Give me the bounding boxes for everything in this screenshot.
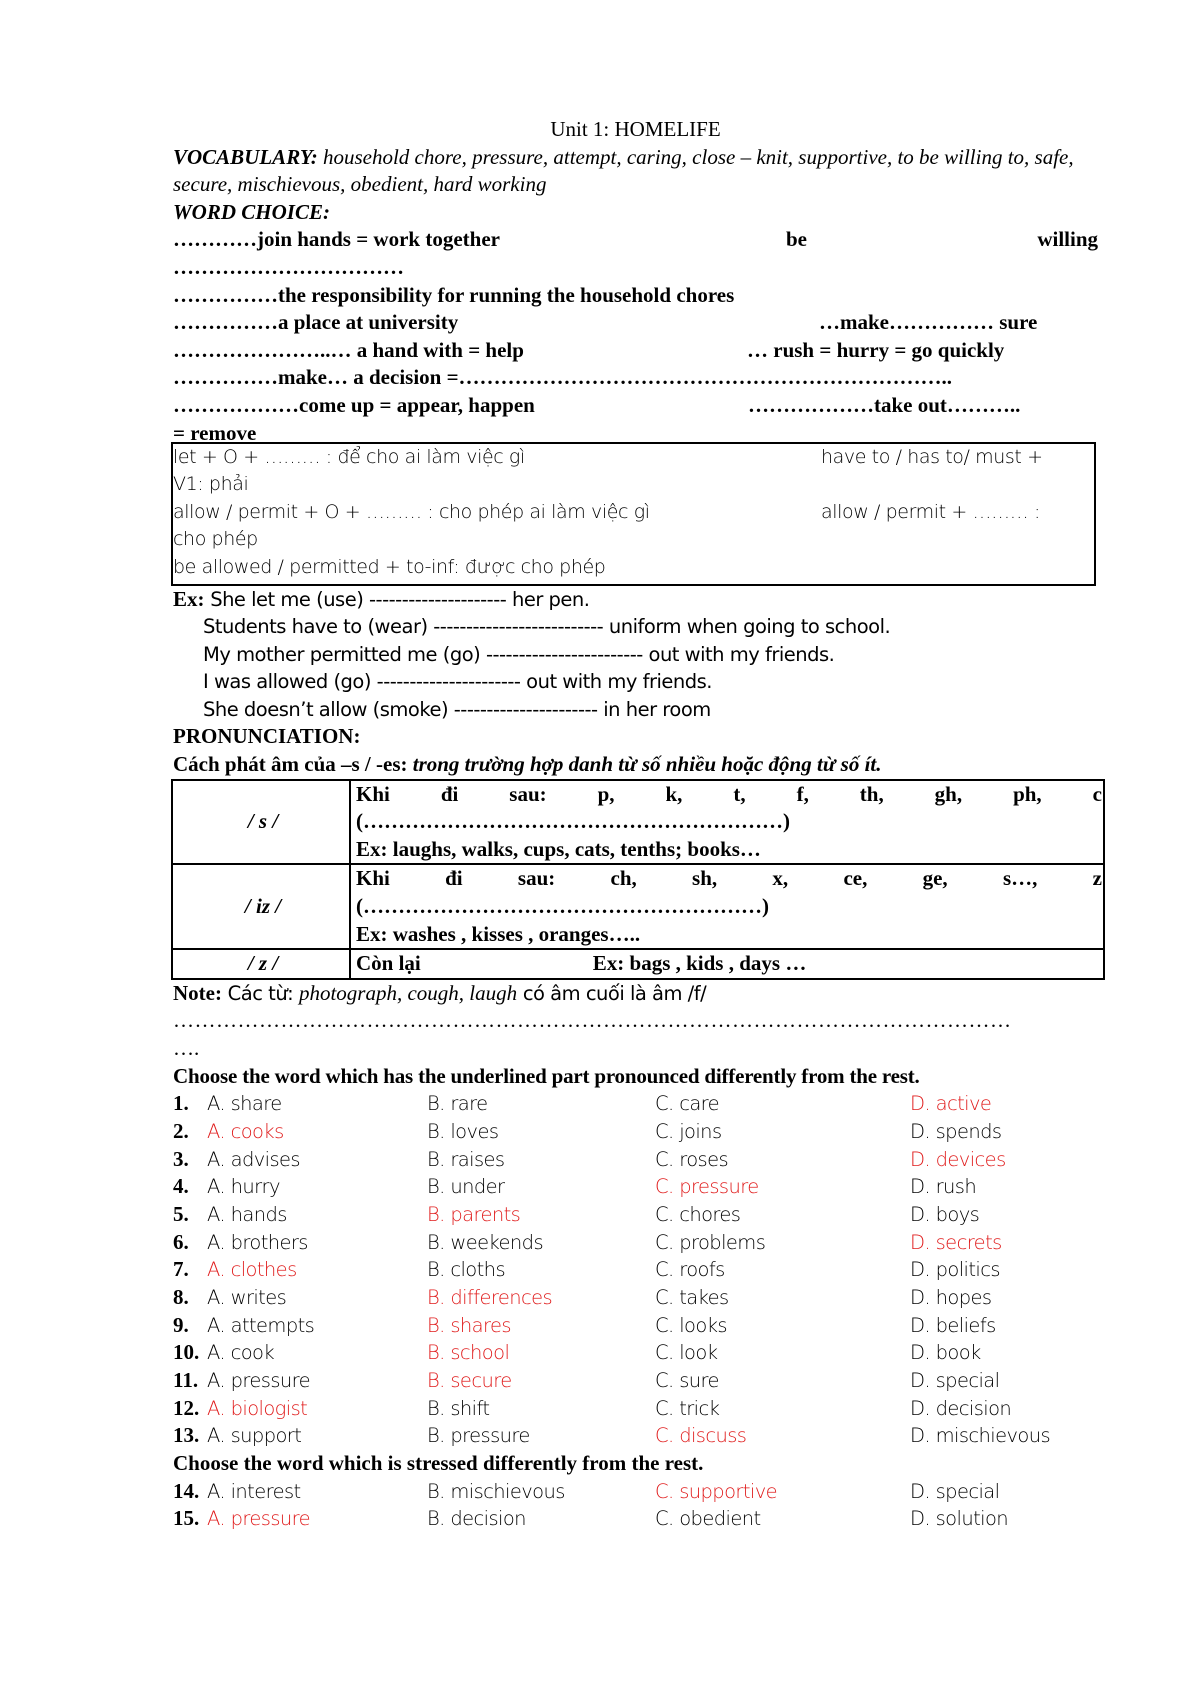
section2-heading: Choose the word which is stressed differently from the rest. [173,1451,704,1476]
pron-rule-words: Khi đi sau: p, k, t, f, th, gh, ph, c [356,781,1102,806]
pron-example: Ex: laughs, walks, cups, cats, tenths; books… [356,836,761,861]
pronunciation-intro: Cách phát âm của –s / -es: trong trường hợp danh từ số nhiều hoặc động từ số ít. [173,752,882,777]
option-b: B. weekends [427,1230,543,1254]
option-c: C. look [655,1341,718,1365]
word-choice-line: …………………………… [173,254,404,279]
option-d: D. beliefs [910,1313,996,1337]
question-number: 3. [173,1146,189,1171]
option-c: C. discuss [655,1424,747,1448]
option-c: C. trick [655,1396,720,1420]
question-number: 6. [173,1229,189,1254]
section1-questions [173,1090,1098,1450]
option-b: B. school [427,1341,510,1365]
option-d: D. active [910,1092,992,1116]
question-number: 11. [173,1368,199,1393]
option-d: D. solution [910,1507,1009,1531]
option-d: D. decision [910,1396,1012,1420]
example-line: She doesn’t allow (smoke) ---------------------- in her room [203,697,711,721]
question-number: 13. [173,1423,200,1448]
option-c: C. care [655,1092,720,1116]
option-d: D. devices [910,1147,1006,1171]
option-a: A. brothers [207,1230,308,1254]
question-number: 10. [173,1340,200,1365]
section1-heading: Choose the word which has the underlined part pronounced differently from the rest. [173,1063,920,1088]
word-choice-line: ………………come up = appear, happen ………………take out……….. [173,392,1021,417]
question-row [173,1256,1098,1284]
option-d: D. politics [910,1258,1000,1282]
pron-row-z [172,949,1104,979]
grammar-line: be allowed / permitted + to-inf: được cho phép [173,555,606,578]
option-c: C. chores [655,1202,741,1226]
option-a: A. share [207,1092,282,1116]
word-choice-line: …………join hands = work together be willing [173,227,1098,252]
option-c: C. joins [655,1119,722,1143]
question-number: 14. [173,1478,200,1503]
option-b: B. shares [427,1313,511,1337]
vocabulary-label: VOCABULARY: [173,144,318,169]
word-choice-line: …………………..… a hand with = help … rush = hurry = go quickly [173,337,1005,362]
question-row [173,1312,1098,1340]
word-choice-line: ……………make… a decision =…………………………………………………………….. [173,365,953,390]
pron-rule-words: Khi đi sau: ch, sh, x, ce, ge, s…, z [356,866,1102,891]
example-line: Ex: She let me (use) --------------------- her pen. [173,586,590,611]
option-c: C. problems [655,1230,766,1254]
grammar-line: let + O + ……… : để cho ai làm việc gì have to / has to/ must + [173,445,1043,468]
option-b: B. rare [427,1092,488,1116]
option-d: D. boys [910,1202,980,1226]
pron-rule: Khi đi sau: ch, sh, x, ce, ge, s…, z (…………………………………………………) Ex: washes , kisses , oranges….. [350,864,1104,949]
question-number: 8. [173,1285,189,1309]
question-row [173,1118,1098,1146]
pronunciation-table [171,779,1105,980]
dotted-line: …. [173,1036,200,1060]
grammar-line: cho phép [173,528,258,551]
question-number: 12. [173,1395,200,1420]
option-d: D. secrets [910,1230,1002,1254]
option-b: B. parents [427,1202,521,1226]
grammar-line: allow / permit + O + ……… : cho phép ai làm việc gì allow / permit + ……… : [173,500,1040,523]
option-a: A. hurry [207,1175,280,1199]
option-a: A. writes [207,1286,287,1309]
question-number: 9. [173,1312,189,1337]
option-c: C. roses [655,1147,729,1171]
grammar-line: V1: phải [173,473,249,496]
option-a: A. cooks [207,1119,284,1143]
worksheet-content [173,116,1102,1533]
option-b: B. under [427,1175,505,1199]
question-row [173,1422,1098,1450]
question-row [173,1339,1098,1367]
pron-example: Ex: washes , kisses , oranges….. [356,921,641,946]
question-number: 15. [173,1506,200,1531]
option-c: C. roofs [655,1258,725,1282]
option-c: C. obedient [655,1507,761,1531]
option-b: B. pressure [427,1424,530,1448]
question-row [173,1284,1098,1312]
grammar-box [171,442,1096,586]
option-d: D. special [910,1369,1000,1393]
examples [173,586,1098,724]
pron-row-iz [172,864,1104,949]
pron-rule: Còn lại Ex: bags , kids , days … [350,949,1104,979]
pron-symbol: / iz / [172,864,350,949]
pronunciation-label: PRONUNCIATION: [173,724,361,749]
option-d: D. hopes [910,1286,992,1309]
option-b: B. decision [427,1507,526,1531]
option-b: B. shift [427,1396,490,1420]
vocabulary-text: household chore, pressure, attempt, caring, close – knit, supportive, to be willing to, safe, secure, mischievous, obedient, hard working [173,144,1074,197]
option-a: A. pressure [207,1369,311,1393]
pron-row-s [172,780,1104,865]
pron-symbol: / z / [172,949,350,979]
option-a: A. cook [207,1341,275,1365]
section2-questions [173,1478,1098,1533]
option-d: D. book [910,1341,981,1365]
option-b: B. mischievous [427,1479,565,1503]
option-a: A. clothes [207,1258,297,1282]
word-choice-line: ……………a place at university …make…………… sure [173,310,1038,335]
pron-symbol: / s / [172,780,350,865]
option-b: B. differences [427,1286,553,1309]
vocabulary-paragraph [173,144,1098,199]
option-c: C. sure [655,1369,719,1393]
question-row [173,1090,1098,1118]
option-b: B. secure [427,1369,512,1393]
example-line: Students have to (wear) -------------------------- uniform when going to school. [203,615,891,639]
option-a: A. hands [207,1202,287,1226]
option-b: B. raises [427,1147,505,1171]
question-row [173,1505,1098,1533]
option-d: D. rush [910,1175,977,1199]
question-row [173,1173,1098,1201]
question-row [173,1367,1098,1395]
option-b: B. loves [427,1119,499,1143]
option-a: A. interest [207,1479,301,1503]
option-a: A. advises [207,1147,300,1171]
page-title: Unit 1: HOMELIFE [550,117,721,141]
note-line: Note: Các từ: photograph, cough, laugh có âm cuối là âm /f/ [173,980,707,1005]
option-c: C. supportive [655,1479,778,1503]
question-number: 2. [173,1118,189,1143]
question-number: 5. [173,1201,189,1226]
option-c: C. looks [655,1313,727,1337]
word-choice-label: WORD CHOICE: [173,199,330,224]
option-d: D. special [910,1479,1000,1503]
option-a: A. attempts [207,1313,315,1337]
option-d: D. mischievous [910,1424,1051,1448]
word-choice-line: ……………the responsibility for running the household chores [173,282,735,307]
option-d: D. spends [910,1119,1002,1143]
question-row [173,1201,1098,1229]
question-number: 7. [173,1257,189,1282]
question-number: 1. [173,1091,189,1116]
question-row [173,1146,1098,1174]
word-choice-list [173,226,1098,445]
option-a: A. support [207,1424,302,1448]
example-line: I was allowed (go) ---------------------- out with my friends. [203,670,712,694]
option-c: C. pressure [655,1175,759,1199]
dotted-line: ……………………………………………………………………………………………………… [173,1008,1012,1033]
pron-rule: Khi đi sau: p, k, t, f, th, gh, ph, c (……………………………………………………) Ex: laughs, walks, cups, cats, tenths; books… [350,780,1104,865]
option-a: A. pressure [207,1507,311,1531]
question-row [173,1478,1098,1506]
option-c: C. takes [655,1286,729,1309]
question-row [173,1395,1098,1423]
option-b: B. cloths [427,1258,505,1282]
example-line: My mother permitted me (go) ------------------------ out with my friends. [203,642,835,666]
question-number: 4. [173,1174,189,1199]
word-choice-line: = remove [173,420,257,445]
option-a: A. biologist [207,1396,308,1420]
pron-example: Ex: bags , kids , days … [592,951,807,976]
question-row [173,1229,1098,1257]
